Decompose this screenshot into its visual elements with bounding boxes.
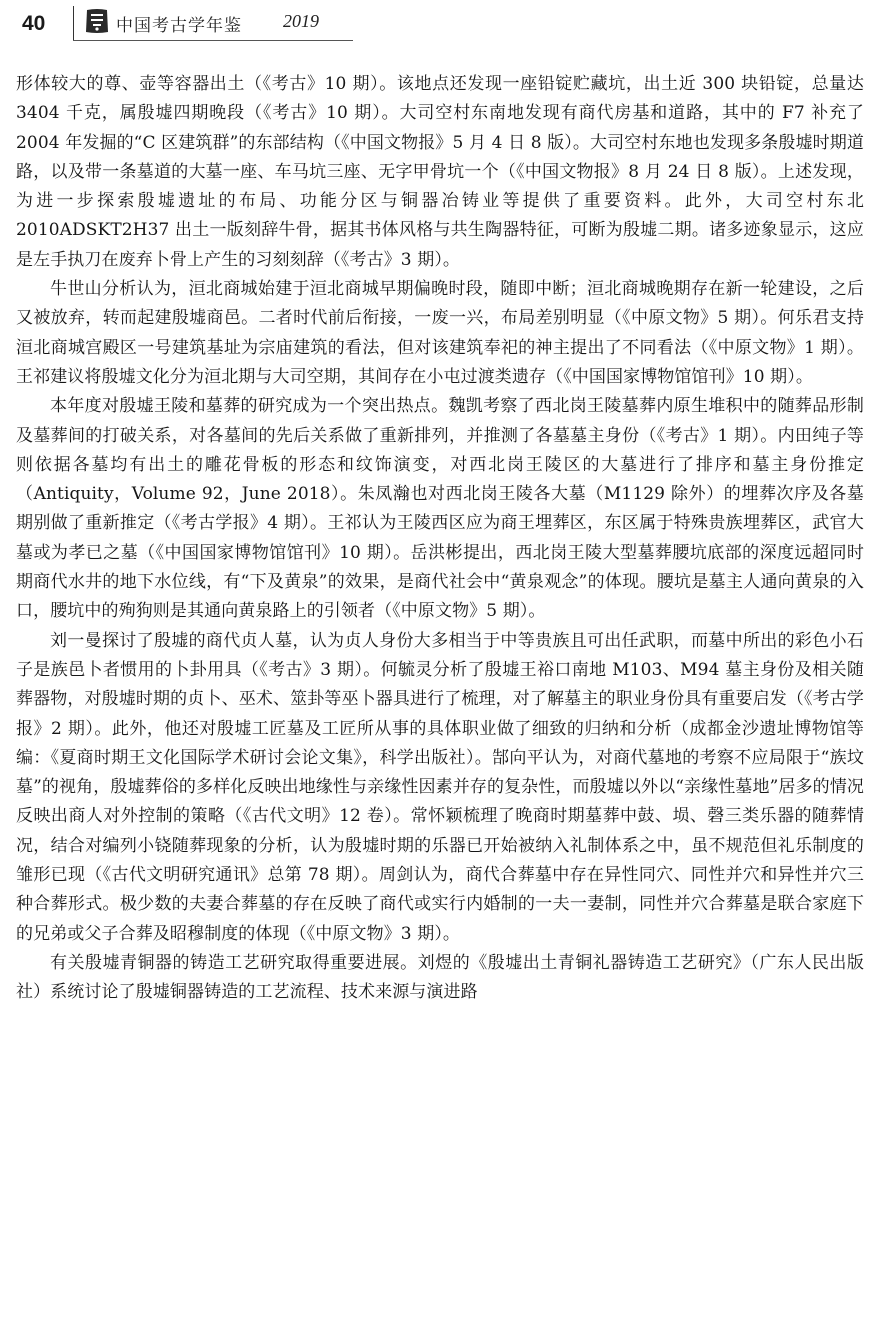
header-divider [73, 6, 74, 40]
header-rule [73, 40, 353, 41]
paragraph: 本年度对殷墟王陵和墓葬的研究成为一个突出热点。魏凯考察了西北岗王陵墓葬内原生堆积中的随葬品形制及墓葬间的打破关系，对各墓间的先后关系做了重新排列，并推测了各墓墓主身份（《考古》1 期）。内田纯子等则依据各墓均有出土的雕花骨板的形态和纹饰演变，对西北岗王陵区的大墓进行了排序和墓主身份推定（Antiquity，Volume 92，June 2018）。朱凤瀚也对西北岗王陵各大墓（M1129 除外）的埋葬次序及各墓期别做了重新推定（《考古学报》4 期）。王祁认为王陵西区应为商王埋葬区，东区属于特殊贵族埋葬区，武官大墓或为孝已之墓（《中国国家博物馆馆刊》10 期）。岳洪彬提出，西北岗王陵大型墓葬腰坑底部的深度远超同时期商代水井的地下水位线，有“下及黄泉”的效果，是商代社会中“黄泉观念”的体现。腰坑是墓主人通向黄泉的入口，腰坑中的殉狗则是其通向黄泉路上的引领者（《中原文物》5 期）。 [16, 396, 864, 622]
running-header [0, 0, 878, 46]
journal-year: 2019 [283, 11, 319, 31]
page-number: 40 [22, 12, 46, 35]
journal-title: 中国考古学年鉴 [116, 16, 242, 36]
paragraph: 牛世山分析认为，洹北商城始建于洹北商城早期偏晚时段，随即中断；洹北商城晚期存在新一轮建设，之后又被放弃，转而起建殷墟商邑。二者时代前后衔接，一废一兴，布局差别明显（《中原文物》5 期）。何乐君支持洹北商城宫殿区一号建筑基址为宗庙建筑的看法，但对该建筑奉祀的神主提出了不同看法（《中原文物》1 期）。王祁建议将殷墟文化分为洹北期与大司空期，其间存在小屯过渡类遗存（《中国国家博物馆馆刊》10 期）。 [16, 279, 864, 387]
paragraph: 刘一曼探讨了殷墟的商代贞人墓，认为贞人身份大多相当于中等贵族且可出任武职，而墓中所出的彩色小石子是族邑卜者惯用的卜卦用具（《考古》3 期）。何毓灵分析了殷墟王裕口南地 M103、M94 墓主身份及相关随葬器物，对殷墟时期的贞卜、巫术、筮卦等巫卜器具进行了梳理，对了解墓主的职业身份具有重要启发（《考古学报》2 期）。此外，他还对殷墟工匠墓及工匠所从事的具体职业做了细致的归纳和分析（成都金沙遗址博物馆等编：《夏商时期王文化国际学术研讨会论文集》，科学出版社）。郜向平认为，对商代墓地的考察不应局限于“族坟墓”的视角，殷墟葬俗的多样化反映出地缘性与亲缘性因素并存的复杂性，而殷墟以外以“亲缘性墓地”居多的情况反映出商人对外控制的策略（《古代文明》12 卷）。常怀颖梳理了晚商时期墓葬中鼓、埙、磬三类乐器的随葬情况，结合对编列小铙随葬现象的分析，认为殷墟时期的乐器已开始被纳入礼制体系之中，虽不规范但礼乐制度的雏形已现（《古代文明研究通讯》总第 78 期）。周剑认为，商代合葬墓中存在异性同穴、同性并穴和异性并穴三种合葬形式。极少数的夫妻合葬墓的存在反映了商代或实行内婚制的一夫一妻制，同性并穴合葬墓是联合家庭下的兄弟或父子合葬及昭穆制度的体现（《中原文物》3 期）。 [16, 630, 864, 944]
yearbook-logo-icon [84, 8, 110, 34]
paragraph: 有关殷墟青铜器的铸造工艺研究取得重要进展。刘煜的《殷墟出土青铜礼器铸造工艺研究》（广东人民出版社）系统讨论了殷墟铜器铸造的工艺流程、技术来源与演进路 [16, 952, 864, 1003]
article-body [16, 70, 864, 1008]
paragraph: 形体较大的尊、壶等容器出土（《考古》10 期）。该地点还发现一座铅锭贮藏坑，出土近 300 块铅锭，总量达 3404 千克，属殷墟四期晚段（《考古》10 期）。大司空村东南地发现有商代房基和道路，其中的 F7 补充了 2004 年发掘的“C 区建筑群”的东部结构（《中国文物报》5 月 4 日 8 版）。大司空村东地也发现多条殷墟时期道路，以及带一条墓道的大墓一座、车马坑三座、无字甲骨坑一个（《中国文物报》8 月 24 日 8 版）。上述发现，为进一步探索殷墟遗址的布局、功能分区与铜器冶铸业等提供了重要资料。此外，大司空村东北 2010ADSKT2H37 出土一版刻辞牛骨，据其书体风格与共生陶器特征，可断为殷墟二期。诸多迹象显示，这应是左手执刀在废弃卜骨上产生的习刻刻辞（《考古》3 期）。 [16, 74, 864, 270]
